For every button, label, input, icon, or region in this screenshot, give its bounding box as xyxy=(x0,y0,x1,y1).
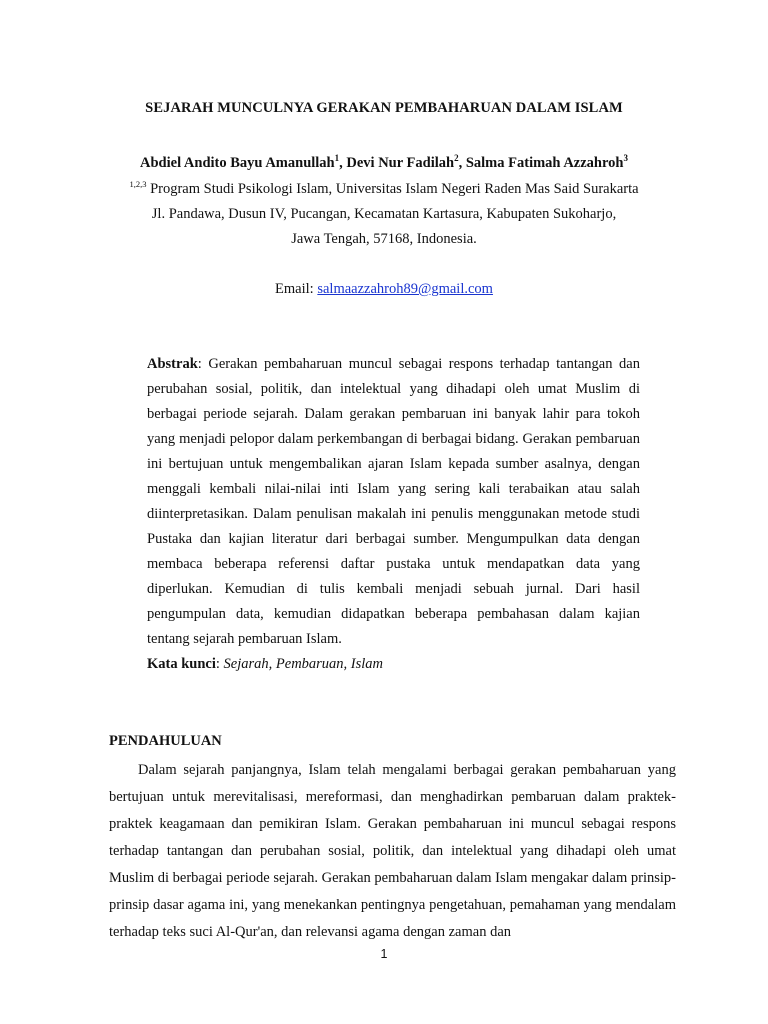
email-link[interactable]: salmaazzahroh89@gmail.com xyxy=(317,281,493,297)
section-body xyxy=(109,757,676,946)
author-separator: , xyxy=(339,154,347,171)
body-paragraph: Dalam sejarah panjangnya, Islam telah mengalami berbagai gerakan pembaharuan yang bertujuan untuk merevitalisasi, mereformasi, dan menghadirkan pembaruan dalam praktek-praktek keagamaan dan pemikiran Islam. Gerakan pembaharuan ini muncul sebagai respons terhadap tantangan dan perubahan sosial, politik, dan intelektual yang dihadapi oleh umat Muslim di berbagai periode sejarah. Gerakan pembaharuan dalam Islam mengakar dalam prinsip-prinsip dasar agama ini, yang menekankan pentingnya pengetahuan, pemahaman yang mendalam terhadap teks suci Al-Qur'an, dan relevansi agama dengan zaman dan xyxy=(109,762,676,940)
author-list xyxy=(0,153,768,172)
keywords-text: Sejarah, Pembaruan, Islam xyxy=(223,656,384,672)
abstract-block xyxy=(147,352,640,652)
author-name: Devi Nur Fadilah xyxy=(346,154,455,171)
address-line-2: Jawa Tengah, 57168, Indonesia. xyxy=(291,231,477,247)
section-heading: PENDAHULUAN xyxy=(109,733,222,749)
page-number: 1 xyxy=(380,947,388,961)
keywords-label: Kata kunci xyxy=(147,656,216,672)
affiliation xyxy=(0,179,768,198)
affiliation-text: Program Studi Psikologi Islam, Universitas Islam Negeri Raden Mas Said Surakarta xyxy=(150,180,639,197)
author-name: Salma Fatimah Azzahroh xyxy=(465,154,624,171)
email-label: Email: xyxy=(275,281,318,297)
author-separator: , xyxy=(458,154,466,171)
author-sup: 1 xyxy=(334,153,340,163)
keywords-separator: : xyxy=(215,656,224,672)
abstract-text: : Gerakan pembaharuan muncul sebagai respons terhadap tantangan dan perubahan sosial, politik, dan intelektual yang dihadapi oleh umat Muslim di berbagai periode sejarah. Dalam gerakan pembaruan ini banyak lahir para tokoh yang menjadi pelopor dalam perkembangan di berbagai bidang. Gerakan pembaruan ini bertujuan untuk mengembalikan ajaran Islam kepada sumber asalnya, dengan menggali kembali nilai-nilai inti Islam yang sering kali terabaikan atau salah diinterpretasikan. Dalam penulisan makalah ini penulis menggunakan metode studi Pustaka dan kajian literatur dari berbagai sumber. Mengumpulkan data dengan membaca beberapa referensi daftar pustaka untuk mendapatkan data yang diperlukan. Kemudian di tulis kembali menjadi sebuah jurnal. Dari hasil pengumpulan data, kemudian didapatkan beberapa pembahasan dalam kajian tentang sejarah pembaruan Islam. xyxy=(147,356,640,647)
email-line xyxy=(0,281,768,298)
abstract-label: Abstrak xyxy=(147,356,198,372)
author-sup: 2 xyxy=(454,153,459,163)
affiliation-sup: 1,2,3 xyxy=(129,179,147,189)
address-line-1: Jl. Pandawa, Dusun IV, Pucangan, Kecamatan Kartasura, Kabupaten Sukoharjo, xyxy=(151,206,617,222)
paper-title: SEJARAH MUNCULNYA GERAKAN PEMBAHARUAN DALAM ISLAM xyxy=(145,100,623,116)
keywords-line xyxy=(147,656,640,673)
author-name: Abdiel Andito Bayu Amanullah xyxy=(140,154,335,171)
author-sup: 3 xyxy=(623,153,628,163)
